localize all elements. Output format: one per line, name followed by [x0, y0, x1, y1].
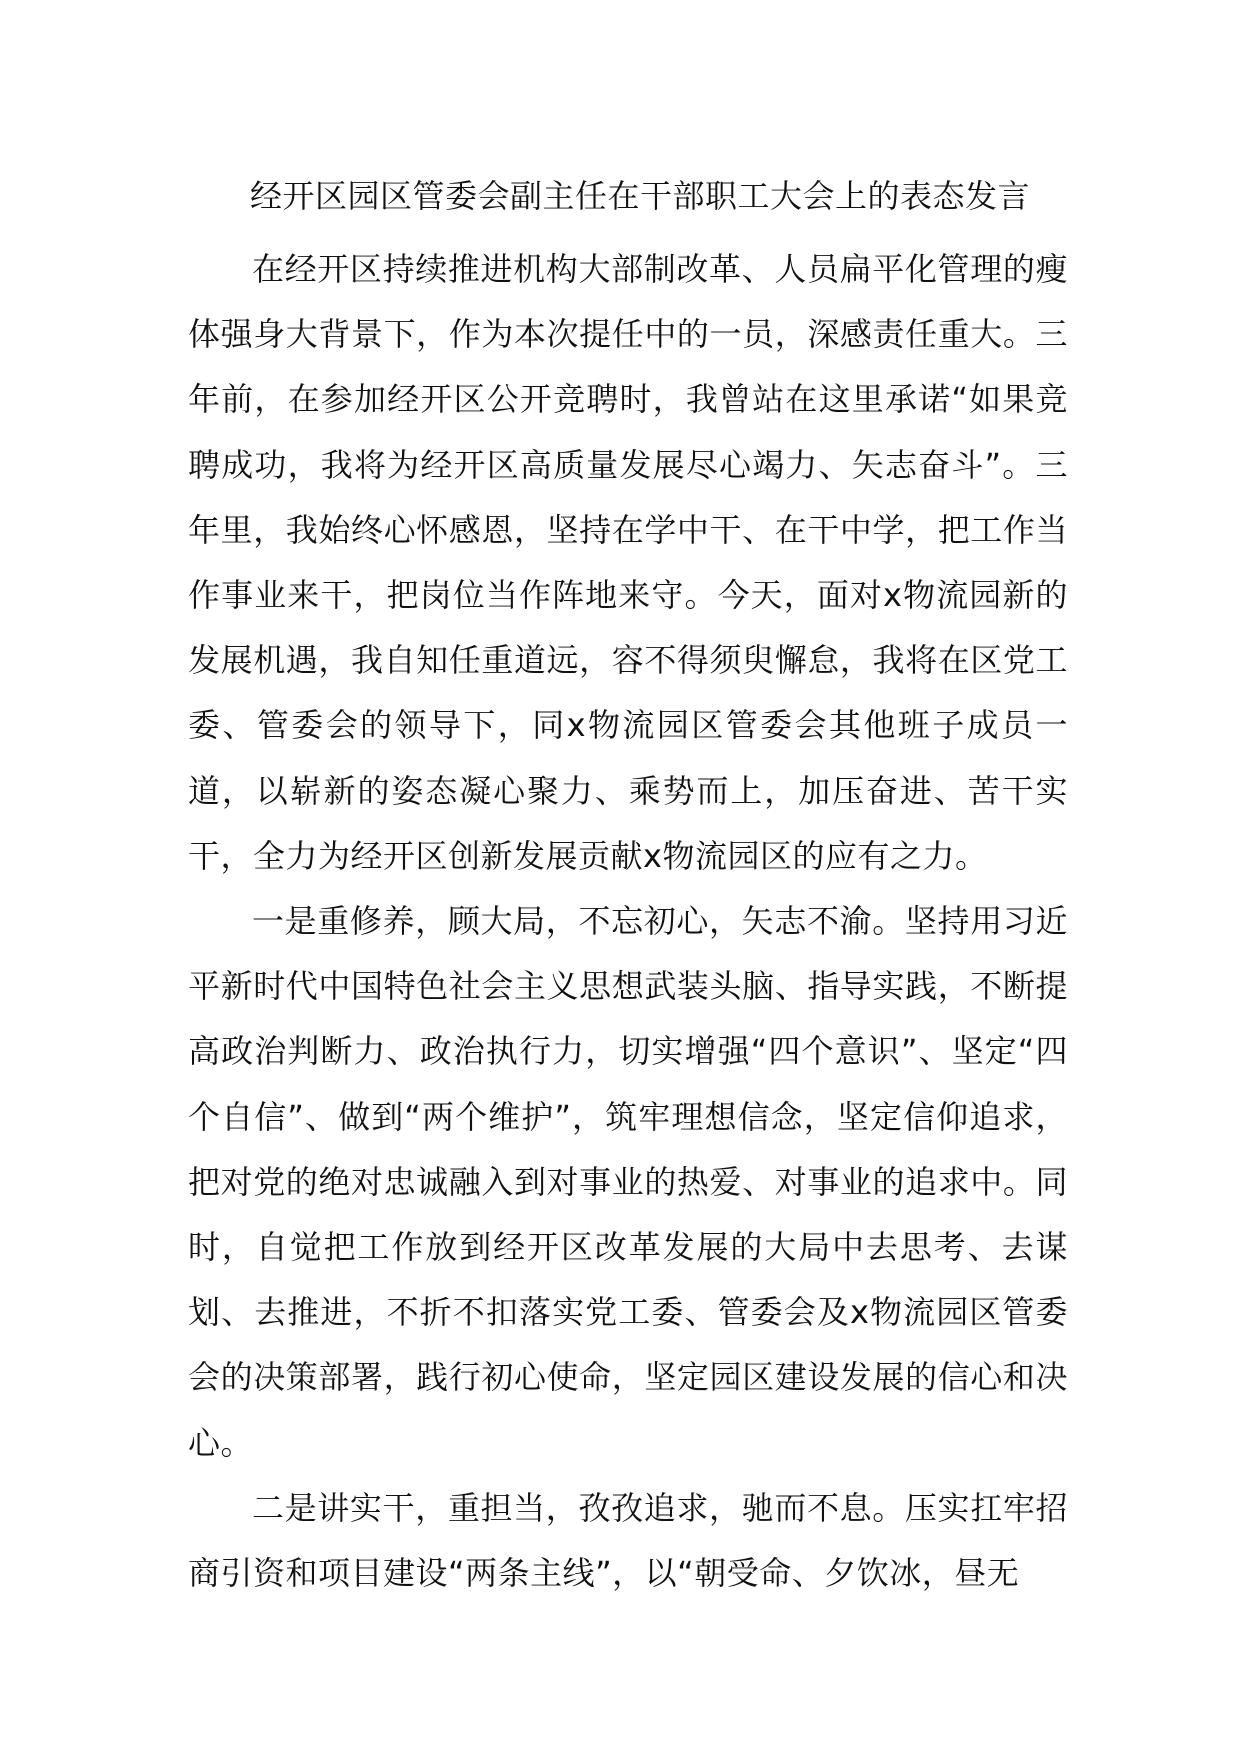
document-title: 经开区园区管委会副主任在干部职工大会上的表态发言 — [250, 177, 1031, 215]
paragraph-point-one: 一是重修养，顾大局，不忘初心，矢志不渝。坚持用习近平新时代中国特色社会主义思想武装头脑、指导实践，不断提高政治判断力、政治执行力，切实增强“四个意识”、坚定“四个自信”、做到“两个维护”，筑牢理想信念，坚定信仰追求，把对党的绝对忠诚融入到对事业的热爱、对事业的追求中。同时，自觉把工作放到经开区改革发展的大局中去思考、去谋划、去推进，不折不扣落实党工委、管委会及x物流园区管委会的决策部署，践行初心使命，坚定园区建设发展的信心和决心。 — [188, 902, 1068, 1462]
document-body — [188, 237, 1068, 1606]
paragraph-intro: 在经开区持续推进机构大部制改革、人员扁平化管理的瘦体强身大背景下，作为本次提任中的一员，深感责任重大。三年前，在参加经开区公开竞聘时，我曾站在这里承诺“如果竞聘成功，我将为经开区高质量发展尽心竭力、矢志奋斗”。三年里，我始终心怀感恩，坚持在学中干、在干中学，把工作当作事业来干，把岗位当作阵地来守。今天，面对x物流园新的发展机遇，我自知任重道远，容不得须臾懈怠，我将在区党工委、管委会的领导下，同x物流园区管委会其他班子成员一道，以崭新的姿态凝心聚力、乘势而上，加压奋进、苦干实干，全力为经开区创新发展贡献x物流园区的应有之力。 — [188, 250, 1068, 875]
paragraph-point-two: 二是讲实干，重担当，孜孜追求，驰而不息。压实扛牢招商引资和项目建设“两条主线”，以“朝受命、夕饮冰，昼无 — [188, 1488, 1068, 1593]
